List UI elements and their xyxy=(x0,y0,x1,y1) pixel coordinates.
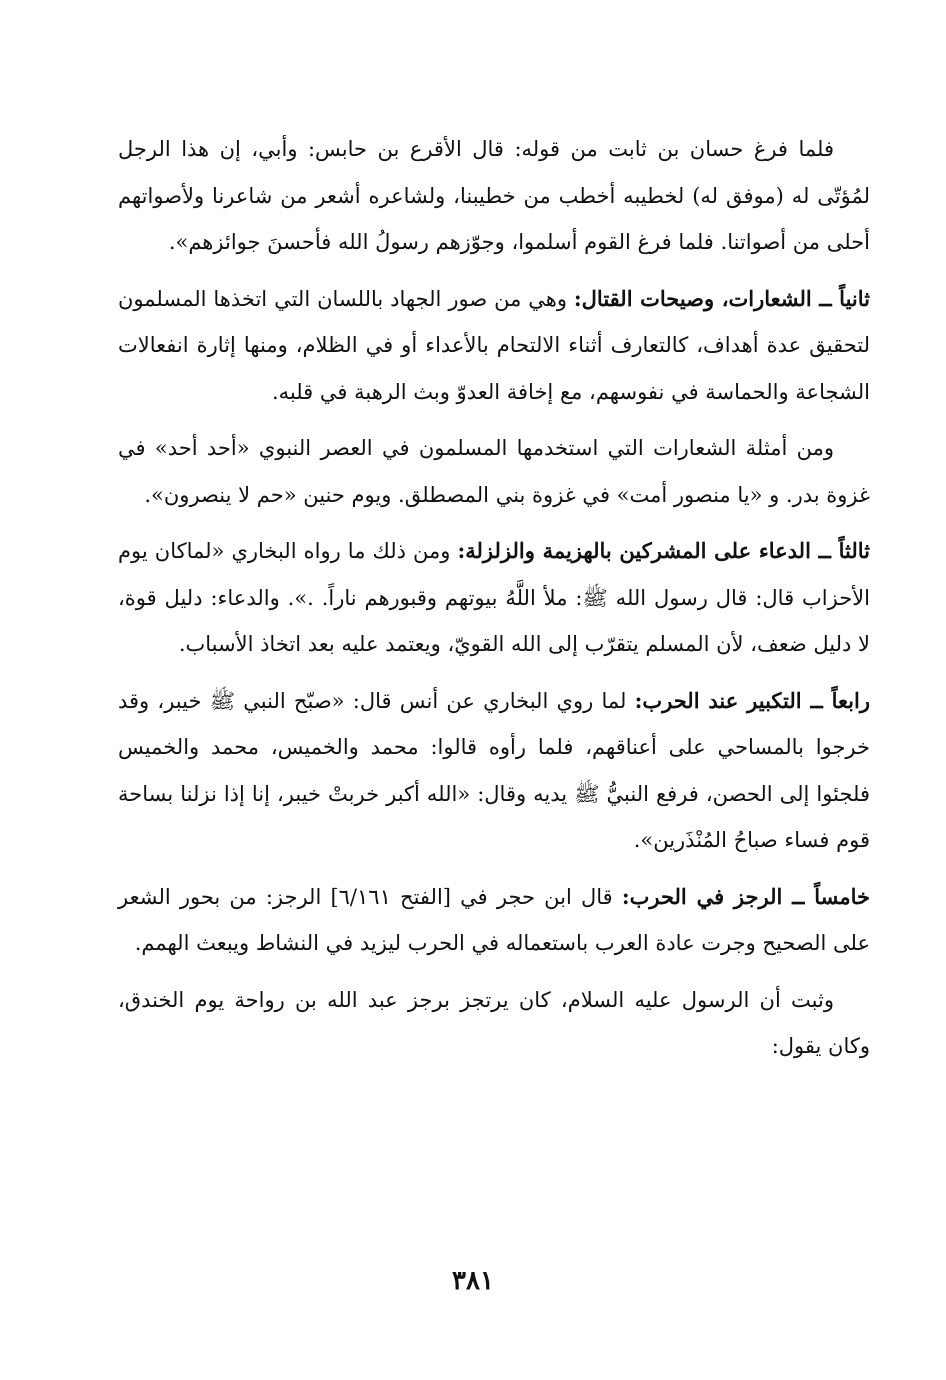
body-text xyxy=(118,126,870,1080)
paragraph-rajaz xyxy=(118,874,870,967)
paragraph-khandaq xyxy=(118,977,870,1070)
paragraph-text: فلما فرغ حسان بن ثابت من قوله: قال الأقرع بن حابس: وأبي، إن هذا الرجل لمُؤتّى له (موفق له) لخطيبه أخطب من خطيبنا، ولشاعره أشعر من شاعرنا ولأصواتهم أحلى من أصواتنا. فلما فرغ القوم أسلموا، وجوّزهم رسولُ الله فأحسنَ جوائزهم». xyxy=(118,137,870,254)
paragraph-slogans xyxy=(118,276,870,416)
paragraph-supplication xyxy=(118,528,870,668)
paragraph-hassan xyxy=(118,126,870,266)
paragraph-text: قال ابن حجر في [الفتح ٦/١٦١] الرجز: من بحور الشعر على الصحيح وجرت عادة العرب باستعماله في الحرب ليزيد في النشاط ويبعث الهمم. xyxy=(118,884,870,955)
paragraph-text: وثبت أن الرسول عليه السلام، كان يرتجز برجز عبد الله بن رواحة يوم الخندق، وكان يقول: xyxy=(118,987,870,1058)
paragraph-slogan-examples xyxy=(118,425,870,518)
section-heading-slogans: ثانياً ــ الشعارات، وصيحات القتال: xyxy=(573,285,870,311)
section-heading-rajaz: خامساً ــ الرجز في الحرب: xyxy=(621,883,870,909)
paragraph-text: لما روي البخاري عن أنس قال: «صبّح النبي ﷺ خيبر، وقد خرجوا بالمساحي على أعناقهم، فلما رأوه قالوا: محمد والخميس، محمد والخميس فلجئوا إلى الحصن، فرفع النبيُّ ﷺ يديه وقال: «الله أكبر خربتْ خيبر، إنا إذا نزلنا بساحة قوم فساء صباحُ المُنْذَرين». xyxy=(118,688,870,852)
paragraph-takbir xyxy=(118,678,870,864)
page-number: ٣٨١ xyxy=(452,1266,494,1296)
section-heading-supplication: ثالثاً ــ الدعاء على المشركين بالهزيمة والزلزلة: xyxy=(457,538,870,563)
paragraph-text: ومن ذلك ما رواه البخاري «لماكان يوم الأحزاب قال: قال رسول الله ﷺ: ملأ اللَّهُ بيوتهم وقبورهم ناراً. .». والدعاء: دليل قوة، لا دليل ضعف، لأن المسلم يتقرّب إلى الله القويّ، ويعتمد عليه بعد اتخاذ الأسباب. xyxy=(118,539,870,656)
paragraph-text: ومن أمثلة الشعارات التي استخدمها المسلمون في العصر النبوي «أحد أحد» في غزوة بدر. و «يا منصور أمت» في غزوة بني المصطلق. ويوم حنين «حم لا ينصرون». xyxy=(118,436,870,507)
paragraph-text: وهي من صور الجهاد باللسان التي اتخذها المسلمون لتحقيق عدة أهداف، كالتعارف أثناء الالتحام بالأعداء أو في الظلام، ومنها إثارة انفعالات الشجاعة والحماسة في نفوسهم، مع إخافة العدوّ وبث الرهبة في قلبه. xyxy=(118,286,870,404)
section-heading-takbir: رابعاً ــ التكبير عند الحرب: xyxy=(634,687,870,713)
